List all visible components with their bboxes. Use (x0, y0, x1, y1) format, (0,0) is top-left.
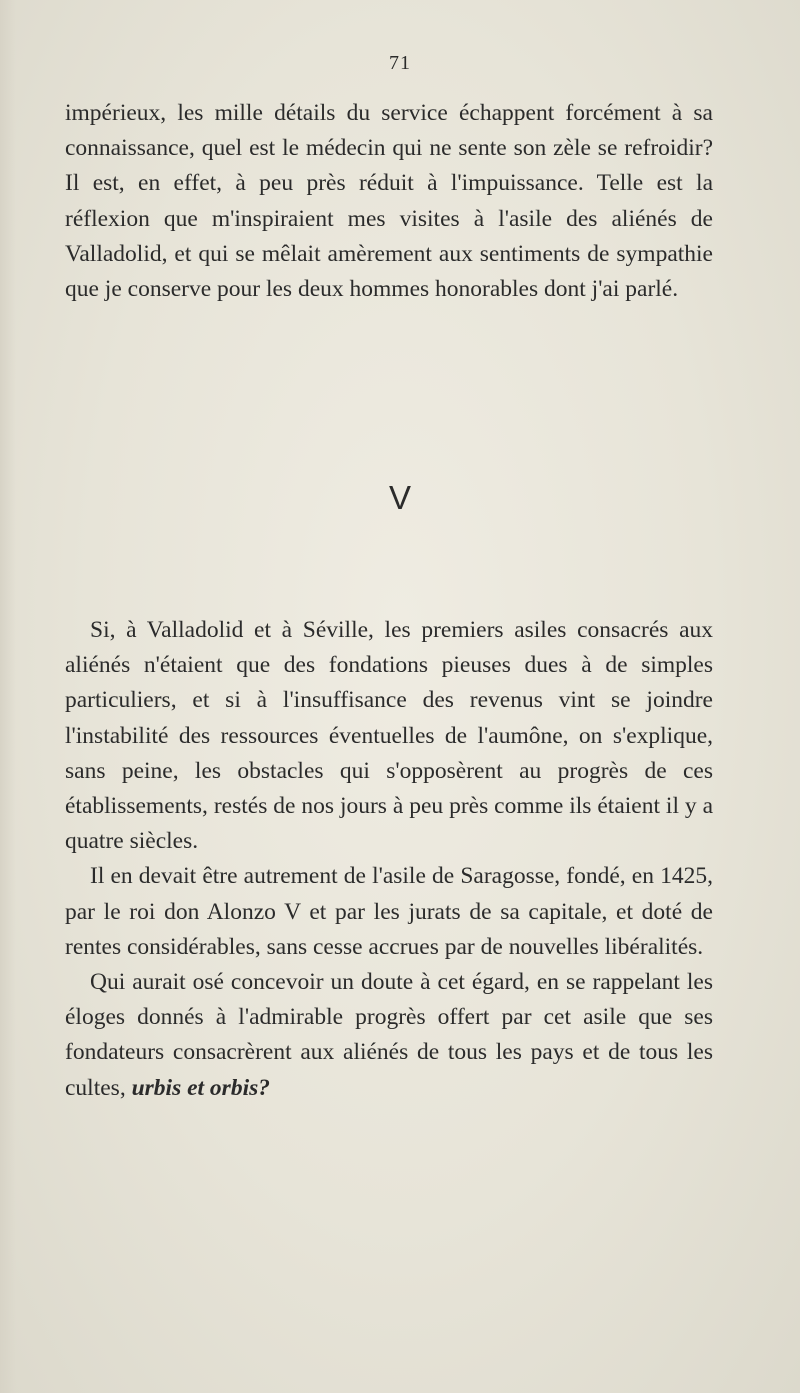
paragraph-text: Qui aurait osé concevoir un doute à cet égard, en se rappelant les éloges donnés à l'admirable progrès offert par cet asile que ses fondateurs consacrèrent aux aliénés de tous les pays et de tous les cultes, (65, 969, 713, 1101)
section-heading: V (388, 479, 411, 516)
paragraph: impérieux, les mille détails du service échappent forcément à sa connaissance, quel est le médecin qui ne sente son zèle se refroidir? Il est, en effet, à peu près réduit à l'impuissance. Telle est la réflexion que m'inspiraient mes visites à l'asile des aliénés de Valladolid, et qui se mêlait amèrement aux sentiments de sympathie que je conserve pour les deux hommes honorables dont j'ai parlé. (65, 100, 713, 303)
paragraph: Si, à Valladolid et à Séville, les premiers asiles consacrés aux aliénés n'étaient que des fondations pieuses dues à de simples particuliers, et si à l'insuffisance des revenus vint se joindre l'instabilité des ressources éventuelles de l'aumône, on s'explique, sans peine, les obstacles qui s'opposèrent au progrès de ces établissements, restés de nos jours à peu près comme ils étaient il y a quatre siècles. (65, 617, 713, 855)
text-block-top (65, 96, 713, 307)
page-number: 71 (389, 52, 411, 74)
text-block-bottom (65, 613, 713, 1106)
paragraph-last (65, 965, 713, 1106)
page-binding-edge (0, 0, 16, 1393)
italic-phrase: urbis et orbis? (131, 1074, 270, 1101)
paragraph: Il en devait être autrement de l'asile de Saragosse, fondé, en 1425, par le roi don Alonzo V et par les jurats de sa capitale, et doté de rentes considérables, sans cesse accrues par de nouvelles libéralités. (65, 863, 713, 960)
